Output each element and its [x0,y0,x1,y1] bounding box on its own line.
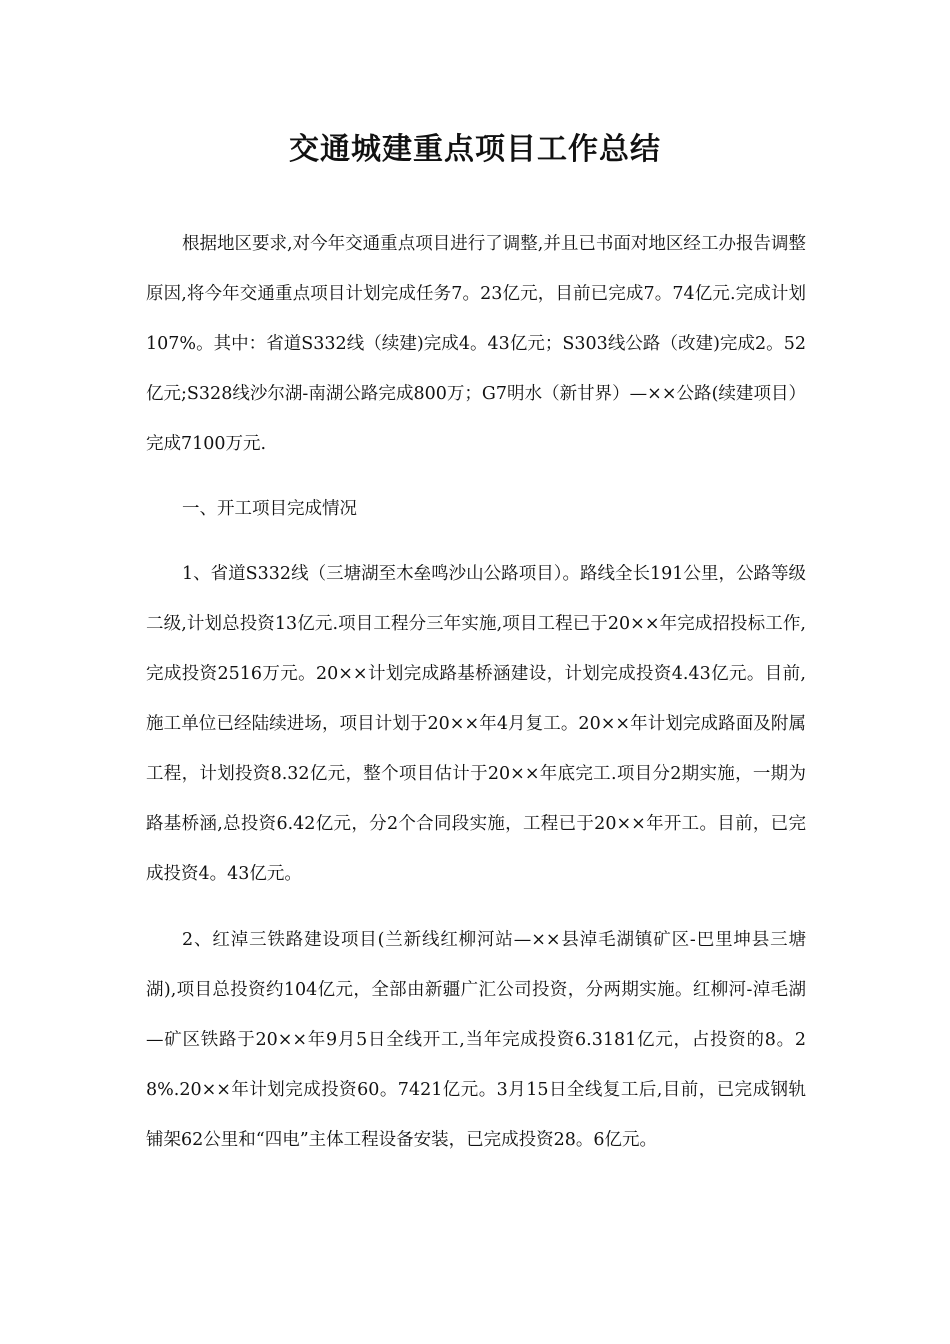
document-title: 交通城建重点项目工作总结 [289,132,661,167]
project-item-2: 2、红淖三铁路建设项目(兰新线红柳河站—××县淖毛湖镇矿区-巴里坤县三塘湖),项目总投资约104亿元，全部由新疆广汇公司投资，分两期实施。红柳河-淖毛湖—矿区铁路于20××年9月5日全线开工,当年完成投资6.3181亿元，占投资的8。28%.20××年计划完成投资60。7421亿元。3月15日全线复工后,目前，已完成钢轨铺架62公里和“四电”主体工程设备安装，已完成投资28。6亿元。 [146,930,806,1150]
section-heading: 一、开工项目完成情况 [182,499,357,519]
intro-paragraph: 根据地区要求,对今年交通重点项目进行了调整,并且已书面对地区经工办报告调整原因,将今年交通重点项目计划完成任务7。23亿元，目前已完成7。74亿元.完成计划107%。其中：省道S332线（续建)完成4。43亿元；S303线公路（改建)完成2。52亿元;S328线沙尔湖-南湖公路完成800万；G7明水（新甘界）—××公路(续建项目）完成7100万元. [146,234,806,454]
project-item-1: 1、省道S332线（三塘湖至木垒鸣沙山公路项目）。路线全长191公里，公路等级二级,计划总投资13亿元.项目工程分三年实施,项目工程已于20××年完成招投标工作,完成投资2516万元。20××计划完成路基桥涵建设，计划完成投资4.43亿元。目前,施工单位已经陆续进场，项目计划于20××年4月复工。20××年计划完成路面及附属工程，计划投资8.32亿元，整个项目估计于20××年底完工.项目分2期实施，一期为路基桥涵,总投资6.42亿元，分2个合同段实施，工程已于20××年开工。目前，已完成投资4。43亿元。 [146,564,806,884]
